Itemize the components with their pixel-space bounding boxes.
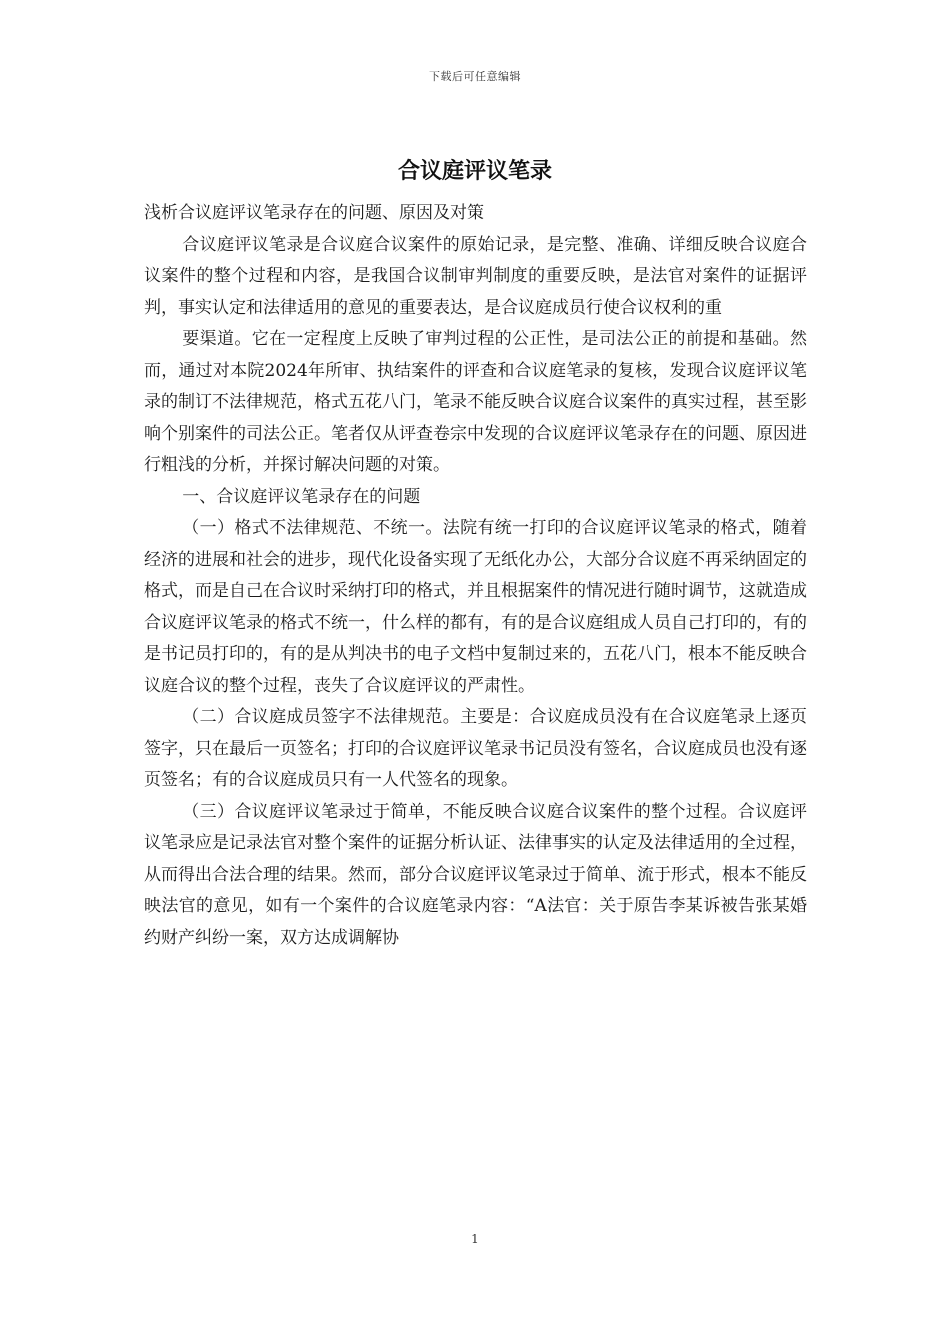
paragraph-problem-simplicity: （三）合议庭评议笔录过于简单，不能反映合议庭合议案件的整个过程。合议庭评议笔录应是记录法官对整个案件的证据分析认证、法律事实的认定及法律适用的全过程，从而得出合法合理的结果。然而，部分合议庭评议笔录过于简单、流于形式，根本不能反映法官的意见，如有一个案件的合议庭笔录内容：“A法官：关于原告李某诉被告张某婚约财产纠纷一案，双方达成调解协 — [144, 801, 807, 948]
page-number: 1 — [471, 1232, 479, 1246]
paragraph-intro-continued: 要渠道。它在一定程度上反映了审判过程的公正性，是司法公正的前提和基础。然而，通过对本院2024年所审、执结案件的评查和合议庭笔录的复核，发现合议庭评议笔录的制订不法律规范，格式五花八门，笔录不能反映合议庭合议案件的真实过程，甚至影响个别案件的司法公正。笔者仅从评查卷宗中发现的合议庭评议笔录存在的问题、原因进行粗浅的分析，并探讨解决问题的对策。 — [144, 329, 807, 475]
paragraph-problem-signature: （二）合议庭成员签字不法律规范。主要是：合议庭成员没有在合议庭笔录上逐页签字，只在最后一页签名；打印的合议庭评议笔录书记员没有签名，合议庭成员也没有逐页签名；有的合议庭成员只有一人代签名的现象。 — [144, 707, 807, 790]
document-subtitle: 浅析合议庭评议笔录存在的问题、原因及对策 — [144, 203, 484, 223]
document-body — [144, 198, 807, 954]
page-header-note: 下载后可任意编辑 — [429, 70, 521, 83]
paragraph-problem-format: （一）格式不法律规范、不统一。法院有统一打印的合议庭评议笔录的格式，随着经济的进展和社会的进步，现代化设备实现了无纸化办公，大部分合议庭不再采纳固定的格式，而是自己在合议时采纳打印的格式，并且根据案件的情况进行随时调节，这就造成合议庭评议笔录的格式不统一，什么样的都有，有的是合议庭组成人员自己打印的，有的是书记员打印的，有的是从判决书的电子文档中复制过来的，五花八门，根本不能反映合议庭合议的整个过程，丧失了合议庭评议的严肃性。 — [144, 518, 807, 696]
section-heading-problems: 一、合议庭评议笔录存在的问题 — [182, 486, 421, 507]
document-title: 合议庭评议笔录 — [397, 159, 552, 184]
paragraph-intro: 合议庭评议笔录是合议庭合议案件的原始记录，是完整、准确、详细反映合议庭合议案件的整个过程和内容，是我国合议制审判制度的重要反映，是法官对案件的证据评判，事实认定和法律适用的意见的重要表达，是合议庭成员行使合议权利的重 — [144, 234, 807, 318]
